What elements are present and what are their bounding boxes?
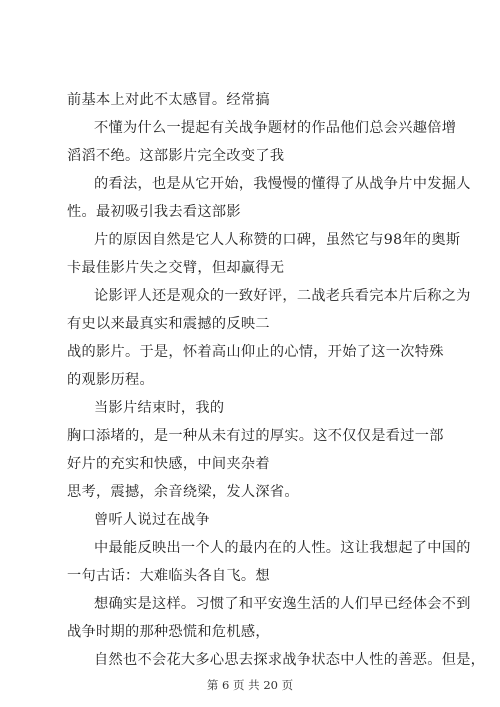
text-line: 一句古话：大难临头各自飞。想 xyxy=(67,568,270,584)
text-line: 不懂为什么一提起有关战争题材的作品他们总会兴趣倍增 xyxy=(94,120,457,136)
page-footer: 第 6 页 共 20 页 xyxy=(206,678,294,692)
text-line: 当影片结束时，我的 xyxy=(94,400,225,416)
text-line: 想确实是这样。习惯了和平安逸生活的人们早已经体会不到 xyxy=(94,596,471,612)
text-line: 中最能反映出一个人的最内在的人性。这让我想起了中国的 xyxy=(94,540,471,556)
text-line: 的观影历程。 xyxy=(67,372,154,388)
text-line: 好片的充实和快感，中间夹杂着 xyxy=(67,456,270,472)
text-line: 思考，震撼，余音绕梁，发人深省。 xyxy=(67,484,299,500)
text-line: 卡最佳影片失之交臂，但却赢得无 xyxy=(67,260,285,276)
text-line: 胸口添堵的，是一种从未有过的厚实。这不仅仅是看过一部 xyxy=(67,428,444,444)
text-line: 自然也不会花大多心思去探求战争状态中人性的善恶。但是， xyxy=(94,652,486,668)
text-line: 有史以来最真实和震撼的反映二 xyxy=(67,316,270,332)
text-line: 滔滔不绝。这部影片完全改变了我 xyxy=(67,148,285,164)
text-line: 战的影片。于是，怀着高山仰止的心情，开始了这一次特殊 xyxy=(67,344,444,360)
text-line: 论影评人还是观众的一致好评，二战老兵看完本片后称之为 xyxy=(94,288,471,304)
text-line: 的看法，也是从它开始，我慢慢的懂得了从战争片中发掘人 xyxy=(94,176,471,192)
text-line: 片的原因自然是它人人称赞的口碑，虽然它与98年的奥斯 xyxy=(94,232,461,248)
text-line: 前基本上对此不太感冒。经常搞 xyxy=(67,92,270,108)
text-line: 战争时期的那种恐慌和危机感， xyxy=(67,624,270,640)
text-line: 性。最初吸引我去看这部影 xyxy=(67,204,241,220)
text-line: 曾听人说过在战争 xyxy=(94,512,210,528)
